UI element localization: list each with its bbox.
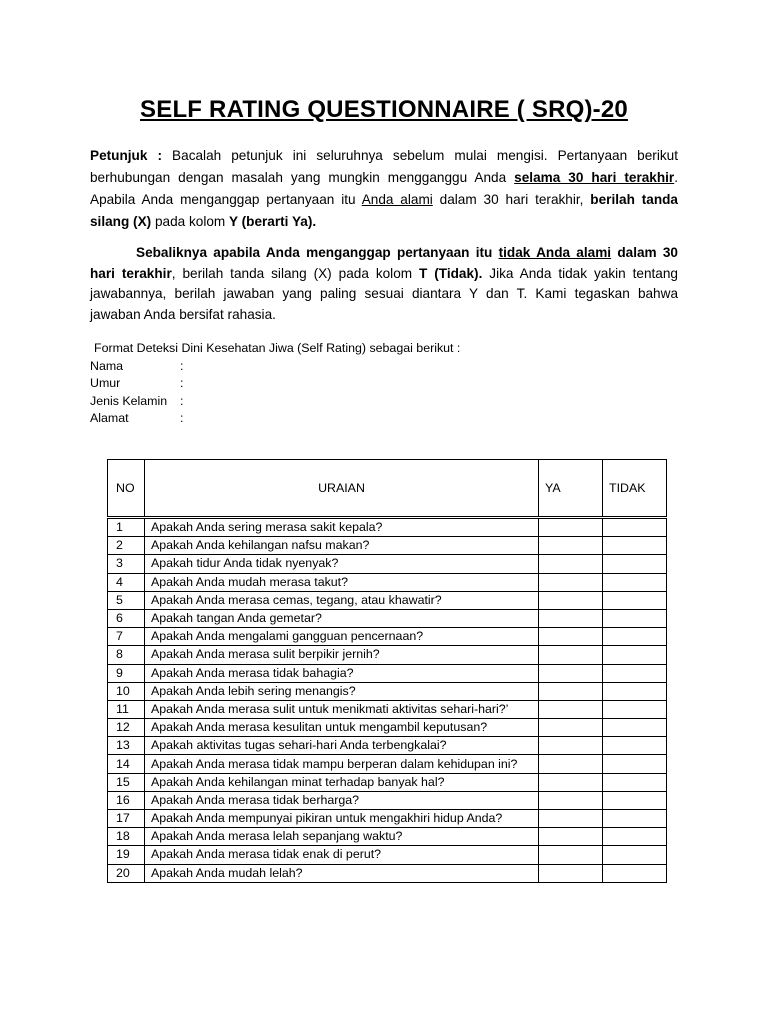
table-row — [108, 664, 667, 682]
row-question: Apakah Anda merasa tidak berharga? — [145, 791, 539, 809]
instructions-paragraph-2 — [90, 243, 678, 325]
answer-tidak-cell[interactable] — [603, 737, 667, 755]
answer-ya-cell[interactable] — [539, 609, 603, 627]
instructions-text-2: . Apabila Anda menganggap pertanyaan itu — [90, 170, 679, 207]
answer-ya-cell[interactable] — [539, 700, 603, 718]
table-row — [108, 737, 667, 755]
row-number: 1 — [108, 518, 145, 537]
answer-tidak-cell[interactable] — [603, 573, 667, 591]
row-question: Apakah Anda mempunyai pikiran untuk mengakhiri hidup Anda? — [145, 810, 539, 828]
field-label: Jenis Kelamin — [90, 393, 168, 408]
answer-tidak-cell[interactable] — [603, 828, 667, 846]
field-nama — [90, 358, 460, 376]
instructions-text-4: pada kolom — [151, 214, 230, 229]
answer-tidak-cell[interactable] — [603, 555, 667, 573]
answer-ya-cell[interactable] — [539, 537, 603, 555]
table-row — [108, 573, 667, 591]
document-title: SELF RATING QUESTIONNAIRE ( SRQ)-20 — [140, 96, 628, 123]
row-number: 10 — [108, 682, 145, 700]
instructions-emphasis-period: selama 30 hari terakhir — [514, 170, 675, 185]
instructions2-text-1: , berilah tanda silang (X) pada kolom — [171, 265, 420, 281]
answer-ya-cell[interactable] — [539, 555, 603, 573]
answer-ya-cell[interactable] — [539, 591, 603, 609]
format-intro: Format Deteksi Dini Kesehatan Jiwa (Self Rating) sebagai berikut : — [94, 341, 461, 355]
row-number: 9 — [108, 664, 145, 682]
table-body — [108, 518, 667, 883]
instructions-emphasis-experienced: Anda alami — [361, 192, 433, 207]
field-jenis-kelamin — [90, 393, 460, 411]
answer-ya-cell[interactable] — [539, 719, 603, 737]
table-row — [108, 609, 667, 627]
questionnaire-table — [107, 459, 667, 883]
answer-tidak-cell[interactable] — [603, 518, 667, 537]
petunjuk-colon: : — [147, 148, 162, 163]
row-question: Apakah tangan Anda gemetar? — [145, 609, 539, 627]
table-row — [108, 828, 667, 846]
row-number: 13 — [108, 737, 145, 755]
row-number: 16 — [108, 791, 145, 809]
table-row — [108, 518, 667, 537]
answer-ya-cell[interactable] — [539, 791, 603, 809]
answer-tidak-cell[interactable] — [603, 846, 667, 864]
table-row — [108, 555, 667, 573]
instructions-bold-mark: berilah tanda silang (X) — [90, 192, 678, 229]
instructions-text-3: dalam 30 hari terakhir, — [432, 192, 591, 207]
answer-tidak-cell[interactable] — [603, 664, 667, 682]
row-question: Apakah Anda mengalami gangguan pencernaan? — [145, 628, 539, 646]
instructions2-bold-no: T (Tidak). — [419, 265, 483, 281]
row-number: 8 — [108, 646, 145, 664]
row-number: 7 — [108, 628, 145, 646]
answer-tidak-cell[interactable] — [603, 591, 667, 609]
answer-tidak-cell[interactable] — [603, 791, 667, 809]
table-row — [108, 773, 667, 791]
row-number: 14 — [108, 755, 145, 773]
field-colon: : — [180, 393, 184, 408]
instructions-text-1: Bacalah petunjuk ini seluruhnya sebelum mulai mengisi. Pertanyaan berikut berhubungan dengan masalah yang mungkin mengganggu Anda — [90, 148, 678, 185]
answer-ya-cell[interactable] — [539, 518, 603, 537]
row-question: Apakah Anda merasa sulit berpikir jernih? — [145, 646, 539, 664]
answer-ya-cell[interactable] — [539, 810, 603, 828]
row-question: Apakah Anda mudah merasa takut? — [145, 573, 539, 591]
row-question: Apakah Anda merasa lelah sepanjang waktu? — [145, 828, 539, 846]
field-umur — [90, 375, 460, 393]
answer-tidak-cell[interactable] — [603, 682, 667, 700]
field-label: Umur — [90, 376, 121, 390]
field-colon: : — [180, 411, 184, 425]
instructions-paragraph — [90, 145, 678, 233]
table-header-row — [108, 460, 667, 518]
answer-ya-cell[interactable] — [539, 628, 603, 646]
row-number: 18 — [108, 828, 145, 846]
row-question: Apakah Anda merasa tidak bahagia? — [145, 664, 539, 682]
instructions2-text-2: Jika Anda tidak yakin tentang jawabannya, berilah jawaban yang paling sesuai diantara Y dan T. Kami tegaskan bahwa jawaban Anda bersifat rahasia. — [90, 265, 678, 322]
header-uraian: URAIAN — [145, 460, 539, 518]
answer-ya-cell[interactable] — [539, 664, 603, 682]
row-question: Apakah Anda lebih sering menangis? — [145, 682, 539, 700]
row-question: Apakah Anda kehilangan nafsu makan? — [145, 537, 539, 555]
row-question: Apakah Anda merasa tidak enak di perut? — [145, 846, 539, 864]
answer-ya-cell[interactable] — [539, 755, 603, 773]
row-number: 20 — [108, 864, 145, 882]
row-question: Apakah Anda merasa tidak mampu berperan dalam kehidupan ini? — [145, 755, 539, 773]
answer-tidak-cell[interactable] — [603, 810, 667, 828]
row-question: Apakah Anda sering merasa sakit kepala? — [145, 518, 539, 537]
row-number: 4 — [108, 573, 145, 591]
field-colon: : — [180, 358, 184, 373]
answer-ya-cell[interactable] — [539, 737, 603, 755]
header-no: NO — [108, 460, 145, 518]
answer-tidak-cell[interactable] — [603, 646, 667, 664]
answer-ya-cell[interactable] — [539, 773, 603, 791]
instructions2-emphasis-not-experienced: tidak Anda alami — [498, 245, 612, 260]
row-number: 3 — [108, 555, 145, 573]
answer-tidak-cell[interactable] — [603, 719, 667, 737]
row-question: Apakah Anda merasa kesulitan untuk mengambil keputusan? — [145, 719, 539, 737]
row-number: 5 — [108, 591, 145, 609]
row-question: Apakah Anda merasa cemas, tegang, atau khawatir? — [145, 591, 539, 609]
table-row — [108, 791, 667, 809]
row-number: 2 — [108, 537, 145, 555]
answer-tidak-cell[interactable] — [603, 773, 667, 791]
table-row — [108, 646, 667, 664]
table-row — [108, 755, 667, 773]
row-number: 15 — [108, 773, 145, 791]
field-alamat — [90, 410, 460, 428]
answer-ya-cell[interactable] — [539, 682, 603, 700]
answer-tidak-cell[interactable] — [603, 864, 667, 882]
row-number: 19 — [108, 846, 145, 864]
row-number: 17 — [108, 810, 145, 828]
table-row — [108, 846, 667, 864]
table-row — [108, 682, 667, 700]
instructions2-bold-2: dalam 30 hari terakhir — [90, 245, 678, 281]
answer-tidak-cell[interactable] — [603, 755, 667, 773]
answer-ya-cell[interactable] — [539, 864, 603, 882]
table-row — [108, 628, 667, 646]
row-number: 12 — [108, 719, 145, 737]
table-row — [108, 700, 667, 718]
table-row — [108, 719, 667, 737]
answer-tidak-cell[interactable] — [603, 628, 667, 646]
instructions-bold-yes: Y (berarti Ya). — [229, 214, 317, 229]
answer-ya-cell[interactable] — [539, 828, 603, 846]
table-row — [108, 591, 667, 609]
row-question: Apakah tidur Anda tidak nyenyak? — [145, 555, 539, 573]
table-row — [108, 810, 667, 828]
answer-tidak-cell[interactable] — [603, 700, 667, 718]
answer-ya-cell[interactable] — [539, 846, 603, 864]
header-tidak: TIDAK — [603, 460, 667, 518]
petunjuk-label: Petunjuk — [90, 148, 148, 163]
row-number: 11 — [108, 700, 145, 718]
questionnaire-table-wrapper — [107, 459, 667, 883]
row-question: Apakah aktivitas tugas sehari-hari Anda terbengkalai? — [145, 737, 539, 755]
row-question: Apakah Anda merasa sulit untuk menikmati aktivitas sehari-hari?’ — [145, 700, 539, 718]
table-row — [108, 537, 667, 555]
table-row — [108, 864, 667, 882]
format-section — [90, 340, 460, 428]
row-question: Apakah Anda mudah lelah? — [145, 864, 539, 882]
header-ya: YA — [539, 460, 603, 518]
row-question: Apakah Anda kehilangan minat terhadap banyak hal? — [145, 773, 539, 791]
row-number: 6 — [108, 609, 145, 627]
answer-ya-cell[interactable] — [539, 573, 603, 591]
answer-tidak-cell[interactable] — [603, 537, 667, 555]
field-label: Nama — [90, 358, 124, 373]
field-label: Alamat — [90, 411, 129, 425]
answer-ya-cell[interactable] — [539, 646, 603, 664]
field-colon: : — [180, 376, 184, 390]
answer-tidak-cell[interactable] — [603, 609, 667, 627]
instructions2-bold-1: Sebaliknya apabila Anda menganggap pertanyaan itu — [136, 245, 499, 260]
